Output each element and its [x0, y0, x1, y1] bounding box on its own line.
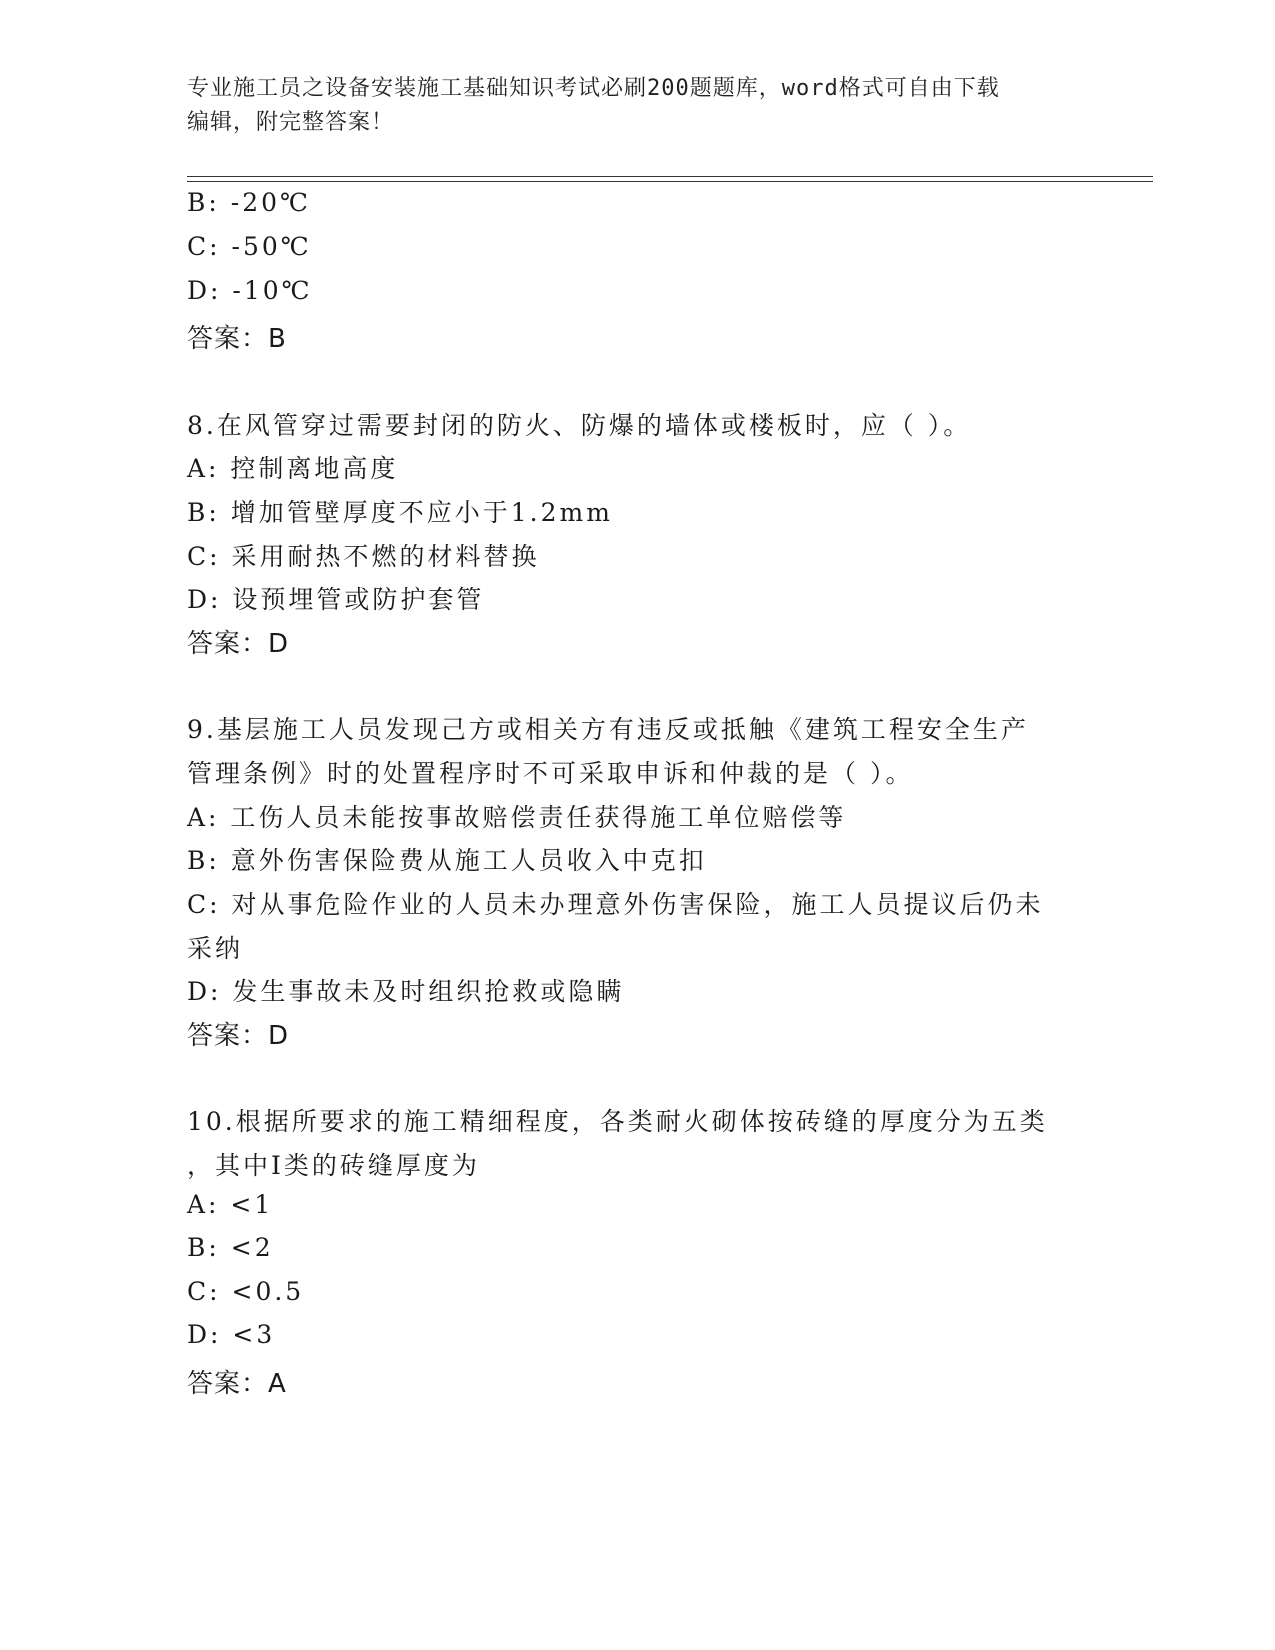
q10-stem-line-1: 10.根据所要求的施工精细程度，各类耐火砌体按砖缝的厚度分为五类 [187, 1107, 1048, 1136]
q10-option-c: C: <0.5 [187, 1277, 305, 1306]
q8-option-a: A: 控制离地高度 [187, 454, 399, 483]
q8-option-d: D: 设预埋管或防护套管 [187, 585, 485, 614]
q9-option-c-line-2: 采纳 [187, 934, 244, 963]
header-title-line-1: 专业施工员之设备安装施工基础知识考试必刷200题题库，word格式可自由下载 [187, 76, 1000, 101]
q9-stem-line-2: 管理条例》时的处置程序时不可采取申诉和仲裁的是（ ）。 [187, 759, 914, 788]
header-divider-top [187, 176, 1153, 177]
q7-option-d: D: -10℃ [187, 276, 313, 305]
q9-answer: 答案：D [187, 1021, 290, 1051]
q7-answer: 答案：B [187, 324, 287, 354]
q10-option-d: D: <3 [187, 1320, 276, 1349]
q8-option-c: C: 采用耐热不燃的材料替换 [187, 542, 540, 571]
q9-option-b: B: 意外伤害保险费从施工人员收入中克扣 [187, 846, 707, 875]
q10-option-a: A: <1 [187, 1190, 274, 1219]
document-header [187, 72, 1067, 140]
q8-answer: 答案：D [187, 629, 290, 659]
q9-option-a: A: 工伤人员未能按事故赔偿责任获得施工单位赔偿等 [187, 803, 847, 832]
q10-answer: 答案：A [187, 1369, 287, 1399]
q10-option-b: B: <2 [187, 1233, 274, 1262]
q7-option-c: C: -50℃ [187, 232, 312, 261]
q7-option-b: B: -20℃ [187, 188, 311, 217]
q8-stem: 8.在风管穿过需要封闭的防火、防爆的墙体或楼板时，应（ ）。 [187, 411, 972, 440]
q8-option-b: B: 增加管壁厚度不应小于1.2mm [187, 498, 613, 527]
header-title-line-2: 编辑，附完整答案！ [187, 110, 395, 135]
q9-option-d: D: 发生事故未及时组织抢救或隐瞒 [187, 977, 625, 1006]
q10-stem-line-2: ，其中Ⅰ类的砖缝厚度为 [187, 1151, 480, 1180]
q9-stem-line-1: 9.基层施工人员发现己方或相关方有违反或抵触《建筑工程安全生产 [187, 715, 1029, 744]
header-divider-bottom [187, 181, 1153, 182]
q9-option-c-line-1: C: 对从事危险作业的人员未办理意外伤害保险，施工人员提议后仍未 [187, 890, 1044, 919]
